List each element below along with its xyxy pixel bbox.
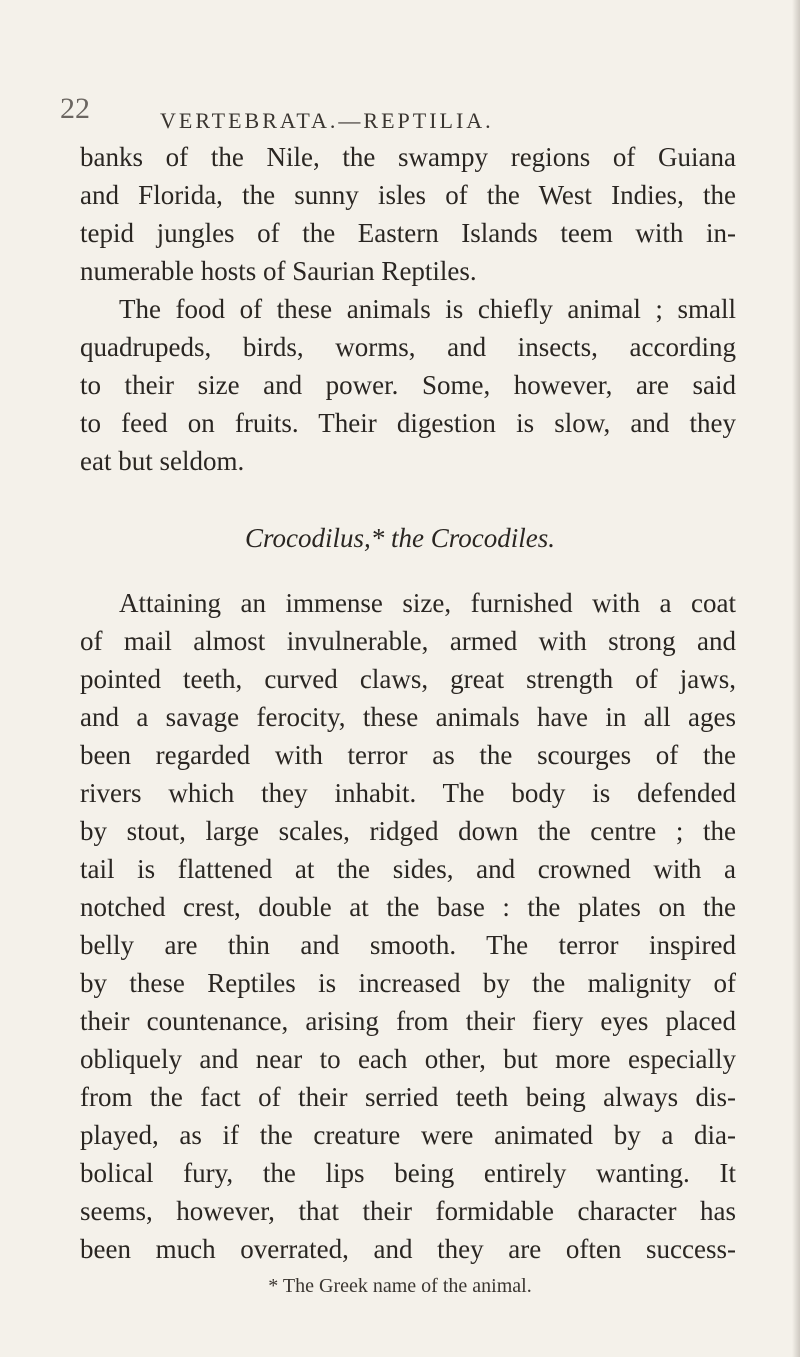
body-line: of mail almost invulnerable, armed with strong and xyxy=(80,626,736,656)
page-edge-shadow xyxy=(792,0,800,1357)
body-line: bolical fury, the lips being entirely wanting. It xyxy=(80,1158,736,1188)
running-head: VERTEBRATA.—REPTILIA. xyxy=(160,108,494,133)
body-line: to their size and power. Some, however, are said xyxy=(80,370,736,400)
body-line: by these Reptiles is increased by the malignity of xyxy=(80,968,736,998)
body-line: notched crest, double at the base : the plates on the xyxy=(80,892,736,922)
body-line: The food of these animals is chiefly animal ; small xyxy=(119,294,736,324)
page-number: 22 xyxy=(60,92,90,125)
body-line: numerable hosts of Saurian Reptiles. xyxy=(80,256,477,286)
body-line: Attaining an immense size, furnished with a coat xyxy=(119,588,736,618)
body-line: been regarded with terror as the scourges of the xyxy=(80,740,736,770)
body-line: banks of the Nile, the swampy regions of Guiana xyxy=(80,142,736,172)
footnote: * The Greek name of the animal. xyxy=(268,1275,532,1297)
body-line: from the fact of their serried teeth being always dis- xyxy=(80,1082,736,1112)
body-line: belly are thin and smooth. The terror inspired xyxy=(80,930,736,960)
body-line: by stout, large scales, ridged down the centre ; the xyxy=(80,816,736,846)
body-line: and Florida, the sunny isles of the West Indies, the xyxy=(80,180,736,210)
body-line: obliquely and near to each other, but more especially xyxy=(80,1044,736,1074)
body-line: pointed teeth, curved claws, great strength of jaws, xyxy=(80,664,736,694)
body-line: to feed on fruits. Their digestion is slow, and they xyxy=(80,408,736,438)
body-line: tepid jungles of the Eastern Islands teem with in- xyxy=(80,218,736,248)
body-line: seems, however, that their formidable character has xyxy=(80,1196,736,1226)
body-line: quadrupeds, birds, worms, and insects, according xyxy=(80,332,736,362)
body-line: been much overrated, and they are often success- xyxy=(80,1234,736,1264)
body-line: rivers which they inhabit. The body is defended xyxy=(80,778,736,808)
body-line: their countenance, arising from their fiery eyes placed xyxy=(80,1006,736,1036)
section-heading: Crocodilus,* the Crocodiles. xyxy=(245,523,555,553)
body-line: tail is flattened at the sides, and crowned with a xyxy=(80,854,736,884)
body-line: eat but seldom. xyxy=(80,446,245,476)
body-line: played, as if the creature were animated by a dia- xyxy=(80,1120,736,1150)
body-line: and a savage ferocity, these animals have in all ages xyxy=(80,702,736,732)
